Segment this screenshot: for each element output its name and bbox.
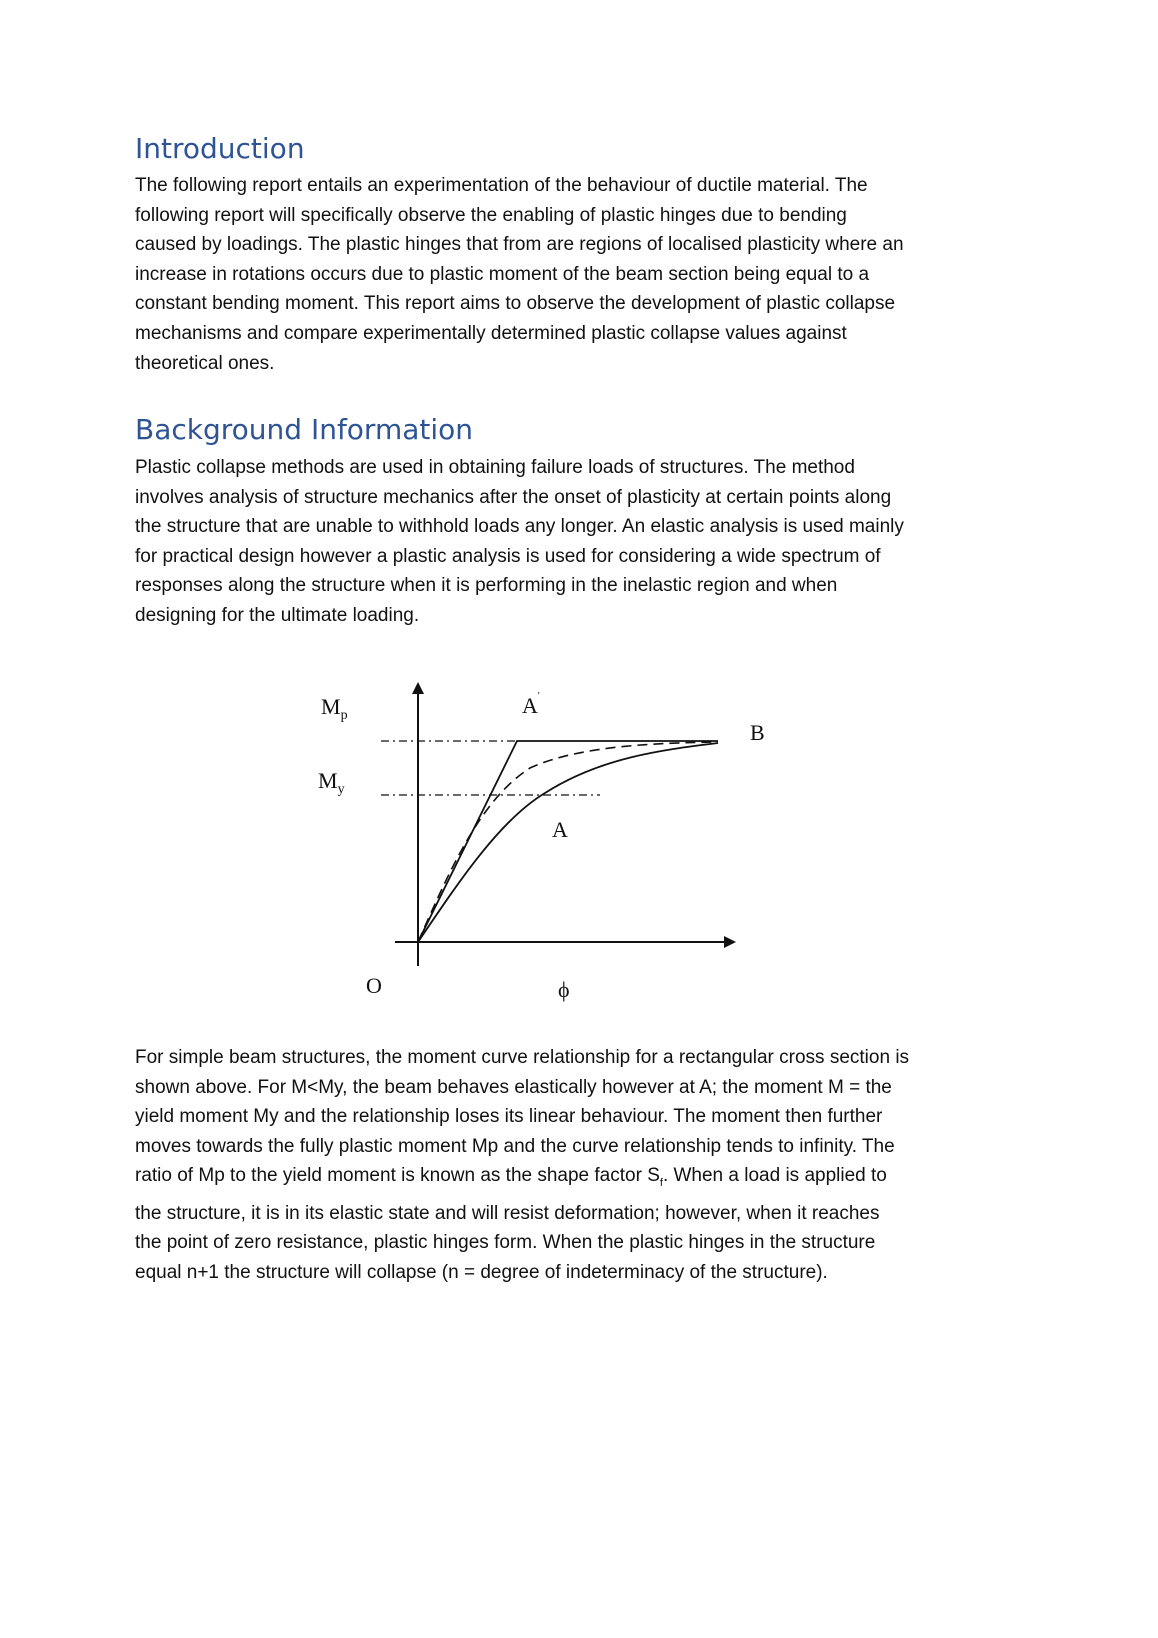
label-origin: O (366, 973, 382, 998)
label-phi: ϕ (558, 977, 570, 1002)
text-line: responses along the structure when it is performing in the inelastic region and when (135, 575, 838, 597)
text-line: the structure that are unable to withhold loads any longer. An elastic analysis is used mainly (135, 516, 904, 538)
text-line: constant bending moment. This report aims to observe the development of plastic collapse (135, 293, 896, 315)
text-line: the structure, it is in its elastic state and will resist deformation; however, when it reaches (135, 1202, 880, 1224)
text-line: for practical design however a plastic analysis is used for considering a wide spectrum of (135, 545, 881, 567)
text-line: the point of zero resistance, plastic hinges form. When the plastic hinges in the structure (135, 1232, 876, 1254)
text-line: caused by loadings. The plastic hinges that from are regions of localised plasticity where an (135, 234, 904, 256)
text-line: mechanisms and compare experimentally determined plastic collapse values against (135, 322, 847, 344)
heading-background: Background Information (135, 413, 474, 446)
label-mp: $M_p$ (321, 694, 348, 723)
text-line: increase in rotations occurs due to plastic moment of the beam section being equal to a (135, 263, 870, 285)
label-a: A (552, 817, 568, 842)
text-line: designing for the ultimate loading. (135, 604, 420, 626)
text-line: shown above. For M<My, the beam behaves elastically however at A; the moment M = the (135, 1076, 892, 1098)
text-line: involves analysis of structure mechanics after the onset of plasticity at certain points along (135, 486, 892, 508)
text-segment: ratio of Mp to the yield moment is known as the shape factor S (135, 1165, 660, 1187)
dashed-curve (418, 742, 718, 942)
text-line (135, 1161, 909, 1198)
subscript-f: f (659, 1177, 663, 1190)
idealized-curve (418, 741, 718, 942)
label-a-prime: A' (522, 691, 540, 718)
actual-curve (418, 743, 718, 942)
label-b: B (750, 720, 765, 745)
text-line: theoretical ones. (135, 352, 275, 374)
text-line: Plastic collapse methods are used in obtaining failure loads of structures. The method (135, 457, 855, 478)
text-line: following report will specifically observe the enabling of plastic hinges due to bending (135, 204, 847, 226)
text-line: For simple beam structures, the moment curve relationship for a rectangular cross section is (135, 1047, 910, 1068)
text-segment: . When a load is applied to (662, 1165, 887, 1187)
label-my: $M_y$ (318, 768, 345, 797)
heading-introduction: Introduction (135, 132, 305, 165)
text-line: yield moment My and the relationship loses its linear behaviour. The moment then further (135, 1106, 883, 1128)
text-line: The following report entails an experimentation of the behaviour of ductile material. The (135, 175, 868, 196)
discussion-paragraph (135, 1043, 909, 1288)
text-line: equal n+1 the structure will collapse (n = degree of indeterminacy of the structure). (135, 1261, 828, 1283)
text-line: moves towards the fully plastic moment Mp and the curve relationship tends to infinity. The (135, 1135, 895, 1157)
